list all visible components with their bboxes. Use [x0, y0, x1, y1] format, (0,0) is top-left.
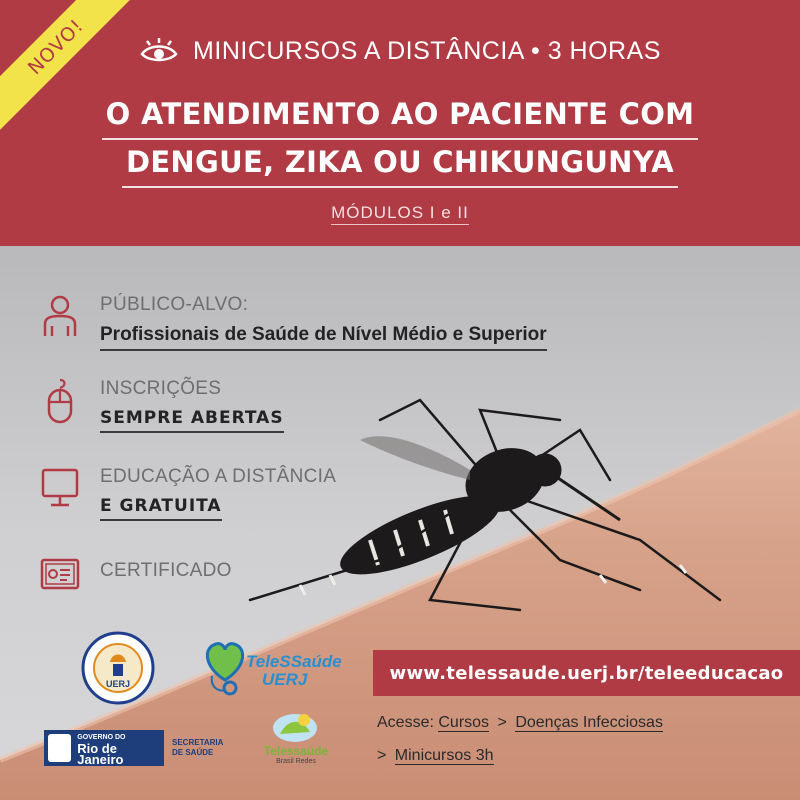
- telessaude-brasil-name: Telessaúde: [263, 744, 329, 758]
- header-banner: [0, 0, 800, 246]
- rj-secretaria-text: SECRETARIA DE SAÚDE: [172, 738, 224, 757]
- title-line-1: O ATENDIMENTO AO PACIENTE COM: [102, 92, 699, 140]
- telessaude-brasil-logo: [256, 708, 336, 772]
- info-distance-education: [40, 466, 336, 521]
- telessaude-brasil-icon: [270, 708, 320, 744]
- monitor-icon: [40, 466, 80, 512]
- nav-separator: >: [497, 714, 507, 731]
- enrollment-label: INSCRIÇÕES: [100, 378, 222, 399]
- distance-education-label: EDUCAÇÃO A DISTÂNCIA: [100, 466, 337, 487]
- person-icon: [40, 294, 80, 340]
- info-certificate: [40, 556, 232, 602]
- info-enrollment: [40, 378, 284, 433]
- rio-de-janeiro-gov-logo: [44, 730, 239, 766]
- rj-big-text: Rio de Janeiro: [77, 740, 124, 767]
- nav-link-cursos[interactable]: Cursos: [438, 714, 490, 731]
- telessaude-heart-icon: [200, 636, 250, 696]
- nav-link-doencas-infecciosas[interactable]: Doenças Infecciosas: [515, 714, 663, 731]
- website-url-band[interactable]: [373, 650, 800, 696]
- audience-label: PÚBLICO-ALVO:: [100, 294, 249, 315]
- audience-value: Profissionais de Saúde de Nível Médio e Superior: [100, 324, 547, 351]
- telessaude-brasil-sub: Brasil Redes: [276, 758, 316, 765]
- website-url[interactable]: www.telessaude.uerj.br/teleeducacao: [389, 662, 784, 684]
- telessaude-uerj-sub: UERJ: [262, 670, 308, 689]
- eye-icon: [139, 36, 179, 66]
- distance-education-value: E GRATUITA: [100, 496, 222, 521]
- access-prefix: Acesse:: [377, 714, 434, 731]
- telessaude-uerj-logo: [200, 636, 342, 700]
- rj-crest-icon: [48, 734, 71, 762]
- uerj-seal-logo: [80, 630, 156, 706]
- kicker-text: MINICURSOS A DISTÂNCIA • 3 HORAS: [193, 36, 661, 65]
- nav-link-minicursos-3h[interactable]: Minicursos 3h: [394, 747, 494, 764]
- certificate-icon: [40, 556, 80, 602]
- certificate-label: CERTIFICADO: [100, 560, 232, 581]
- telessaude-uerj-name: TeleSSaúde: [246, 652, 342, 671]
- access-path-line-1: [377, 714, 663, 732]
- kicker: [0, 36, 800, 66]
- modules-subtitle: [0, 203, 800, 223]
- uerj-seal-text: UERJ: [105, 679, 131, 689]
- access-path-line-2: [377, 747, 494, 765]
- info-audience: [40, 294, 547, 351]
- modules-text: MÓDULOS I e II: [331, 203, 469, 225]
- title-line-2: DENGUE, ZIKA OU CHIKUNGUNYA: [122, 140, 678, 188]
- mouse-icon: [40, 378, 80, 424]
- page-title: [0, 92, 800, 188]
- enrollment-value: SEMPRE ABERTAS: [100, 408, 284, 433]
- new-badge: NOVO!: [23, 14, 89, 80]
- rj-small-text: GOVERNO DO: [77, 733, 126, 741]
- nav-separator: >: [377, 747, 387, 764]
